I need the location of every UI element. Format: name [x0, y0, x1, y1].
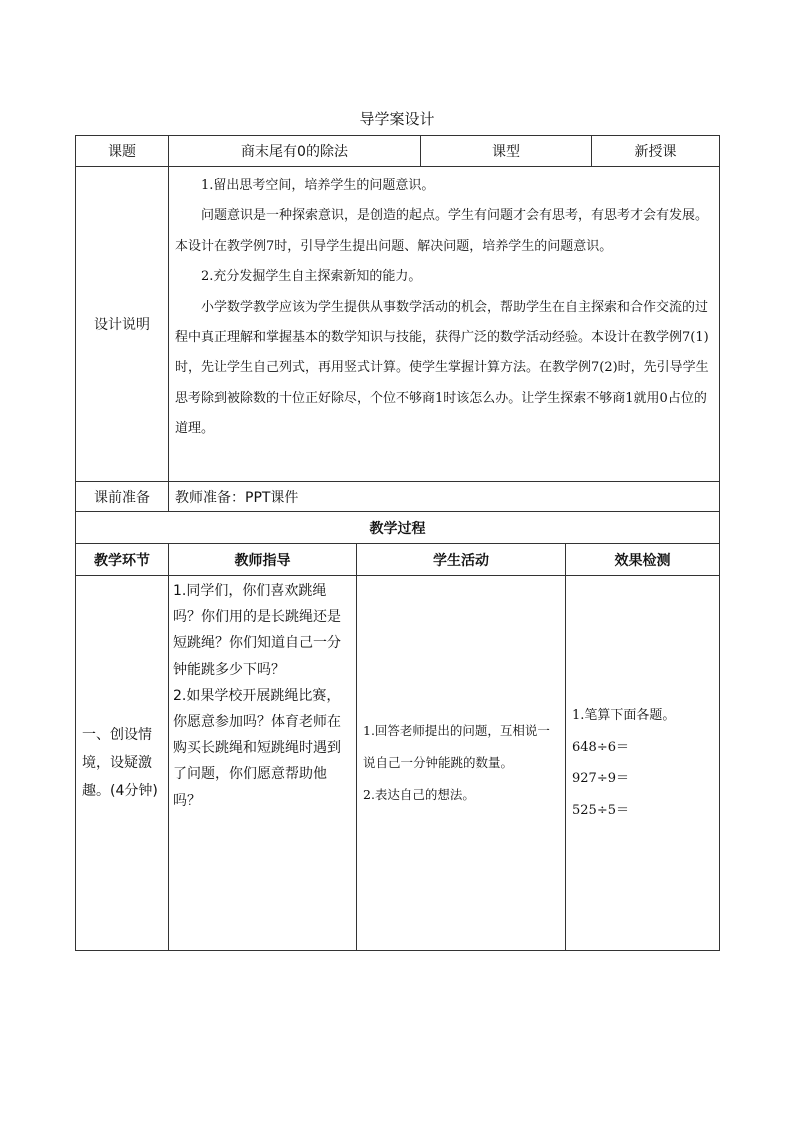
column-header: 教学环节 [76, 544, 169, 576]
lesson-info-table [75, 135, 720, 512]
teacher-guidance-item: 1.同学们，你们喜欢跳绳吗？你们用的是长跳绳还是短跳绳？你们知道自己一分钟能跳多少下吗？ [173, 583, 341, 678]
design-label: 设计说明 [76, 167, 169, 482]
column-header: 学生活动 [357, 544, 566, 576]
effect-check-item: 927÷9＝ [572, 771, 629, 786]
effect-check-item: 525÷5＝ [572, 802, 629, 818]
stage-cell: 一、创设情境，设疑激趣。(4分钟) [76, 576, 169, 951]
process-heading: 教学过程 [76, 512, 720, 544]
prep-label: 课前准备 [76, 482, 169, 512]
column-header: 效果检测 [566, 544, 720, 576]
design-description [169, 167, 720, 482]
student-activity-item: 1.回答老师提出的问题，互相说一说自己一分钟能跳的数量。 [363, 723, 550, 770]
effect-check-cell [566, 576, 720, 951]
prep-value: 教师准备：PPT课件 [169, 482, 720, 512]
topic-value: 商末尾有0的除法 [169, 136, 421, 167]
student-activity-item: 2.表达自己的想法。 [363, 787, 475, 802]
effect-check-item: 1.笔算下面各题。 [572, 708, 676, 723]
teacher-guidance-item: 2.如果学校开展跳绳比赛，你愿意参加吗？体育老师在购买长跳绳和短跳绳时遇到了问题，你们愿意帮助他吗？ [173, 687, 341, 809]
design-paragraph: 问题意识是一种探索意识，是创造的起点。学生有问题才会有思考，有思考才会有发展。本设计在教学例7时，引导学生提出问题、解决问题，培养学生的问题意识。 [175, 208, 709, 254]
design-paragraph: 2.充分发掘学生自主探索新知的能力。 [201, 269, 422, 285]
document-title: 导学案设计 [359, 110, 435, 128]
design-paragraph: 小学数学教学应该为学生提供从事数学活动的机会，帮助学生在自主探索和合作交流的过程中真正理解和掌握基本的数学知识与技能，获得广泛的数学活动经验。本设计在教学例7(1)时，先让学生自己列式，再用竖式计算。使学生掌握计算方法。在教学例7(2)时，先引导学生思考除到被除数的十位正好除尽，个位不够商1时该怎么办。让学生探索不够商1就用0占位的道理。 [175, 299, 709, 437]
type-value: 新授课 [592, 136, 720, 167]
effect-check-item: 648÷6＝ [572, 739, 629, 755]
column-header: 教师指导 [169, 544, 357, 576]
student-activity-cell [357, 576, 566, 951]
design-paragraph: 1.留出思考空间，培养学生的问题意识。 [201, 178, 435, 193]
type-label: 课型 [421, 136, 592, 167]
process-table [75, 511, 720, 951]
topic-label: 课题 [76, 136, 169, 167]
table-row [76, 576, 720, 951]
teacher-guidance-cell [169, 576, 357, 951]
